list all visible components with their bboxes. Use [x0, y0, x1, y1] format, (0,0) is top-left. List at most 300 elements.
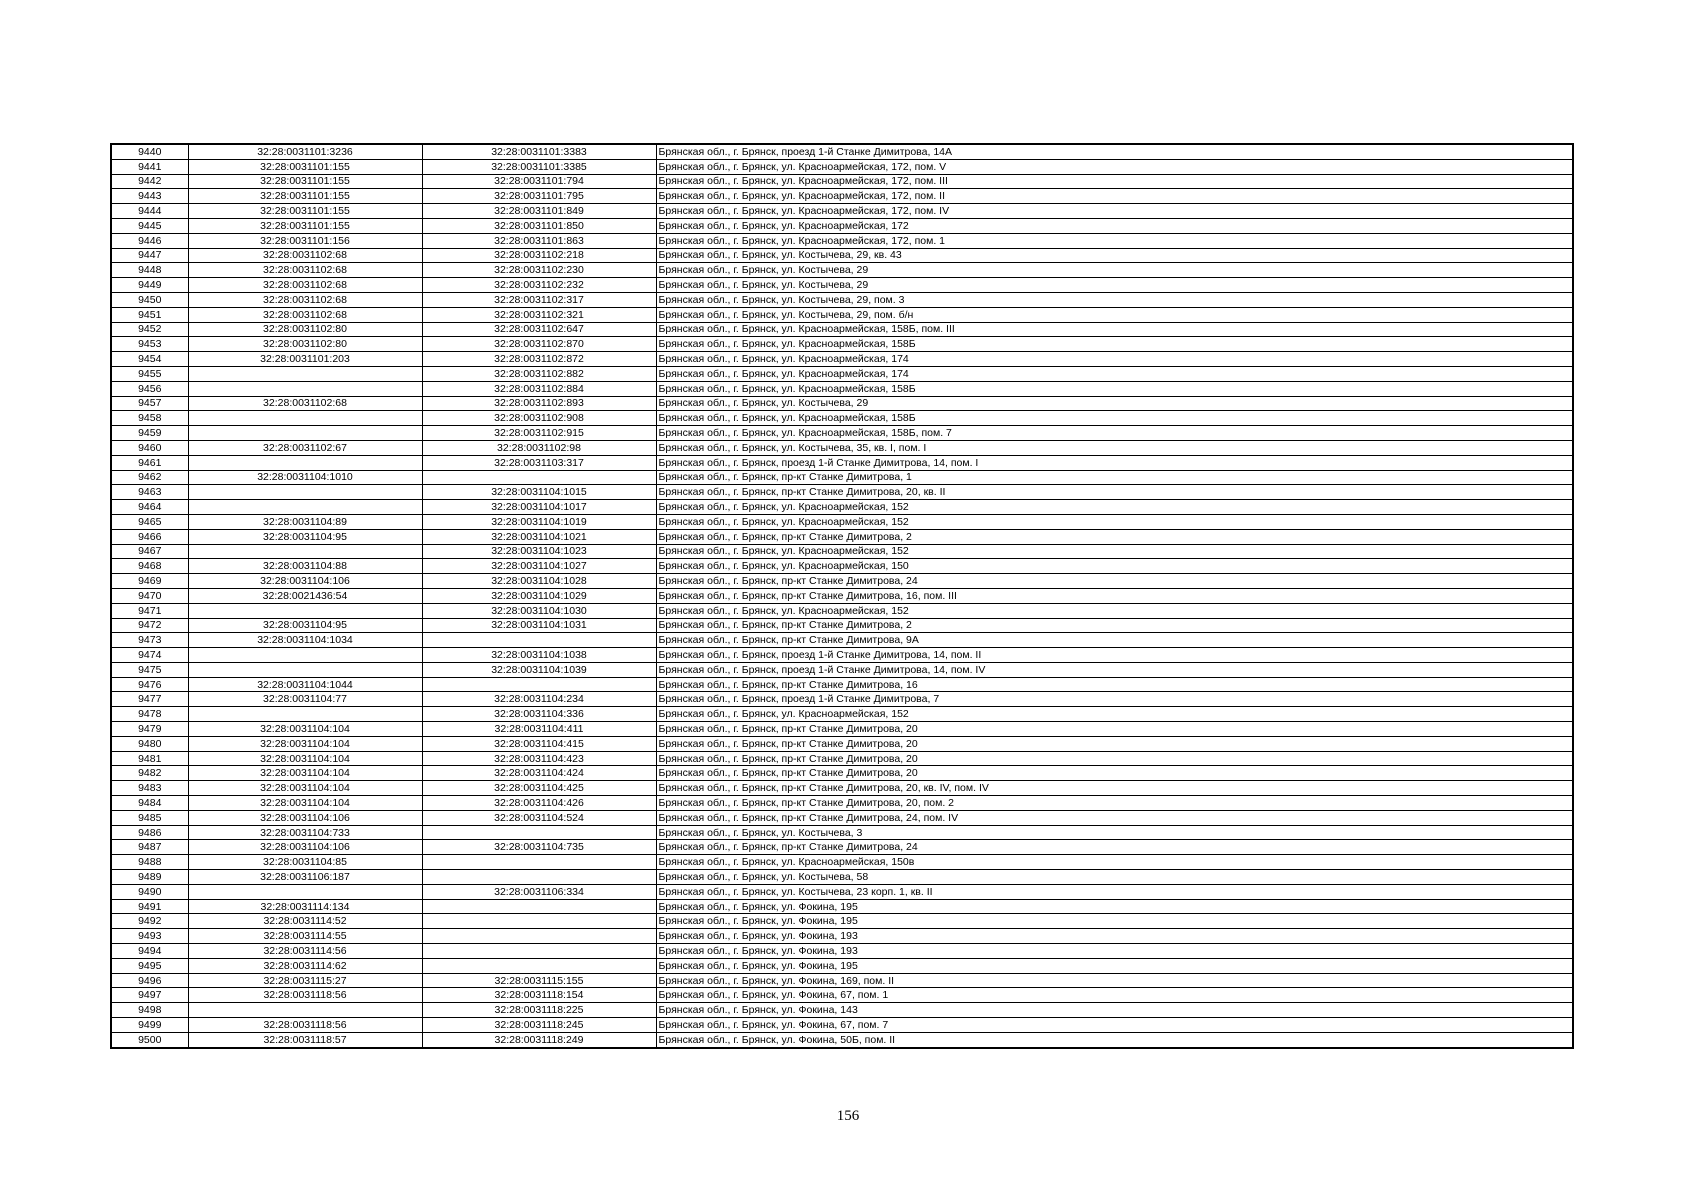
object-cadastral-number-cell: 32:28:0031102:870 [422, 337, 656, 352]
row-number-cell: 9442 [111, 174, 188, 189]
parent-cadastral-number-cell: 32:28:0031104:104 [188, 722, 422, 737]
parent-cadastral-number-cell: 32:28:0031102:68 [188, 307, 422, 322]
row-number-cell: 9468 [111, 559, 188, 574]
address-cell: Брянская обл., г. Брянск, ул. Красноармейская, 172 [656, 218, 1573, 233]
parent-cadastral-number-cell: 32:28:0031102:68 [188, 396, 422, 411]
row-number-cell: 9470 [111, 588, 188, 603]
table-row [111, 958, 1573, 973]
address-cell: Брянская обл., г. Брянск, ул. Красноармейская, 172, пом. IV [656, 204, 1573, 219]
row-number-cell: 9495 [111, 958, 188, 973]
address-cell: Брянская обл., г. Брянск, пр-кт Станке Димитрова, 20 [656, 751, 1573, 766]
object-cadastral-number-cell: 32:28:0031104:1029 [422, 588, 656, 603]
table-body [111, 144, 1573, 1048]
object-cadastral-number-cell: 32:28:0031104:1027 [422, 559, 656, 574]
table-row [111, 426, 1573, 441]
parent-cadastral-number-cell: 32:28:0031104:1044 [188, 677, 422, 692]
row-number-cell: 9453 [111, 337, 188, 352]
table-row [111, 692, 1573, 707]
row-number-cell: 9451 [111, 307, 188, 322]
address-cell: Брянская обл., г. Брянск, ул. Красноармейская, 172, пом. 1 [656, 233, 1573, 248]
table-row [111, 218, 1573, 233]
row-number-cell: 9466 [111, 529, 188, 544]
parent-cadastral-number-cell: 32:28:0031118:56 [188, 988, 422, 1003]
parent-cadastral-number-cell: 32:28:0031102:68 [188, 278, 422, 293]
row-number-cell: 9497 [111, 988, 188, 1003]
parent-cadastral-number-cell [188, 426, 422, 441]
address-cell: Брянская обл., г. Брянск, ул. Фокина, 50Б, пом. II [656, 1032, 1573, 1047]
table-row [111, 204, 1573, 219]
table-row [111, 1032, 1573, 1047]
table-row [111, 248, 1573, 263]
parent-cadastral-number-cell: 32:28:0031102:68 [188, 263, 422, 278]
address-cell: Брянская обл., г. Брянск, ул. Красноармейская, 158Б, пом. III [656, 322, 1573, 337]
address-cell: Брянская обл., г. Брянск, ул. Фокина, 143 [656, 1003, 1573, 1018]
table-row [111, 736, 1573, 751]
table-row [111, 914, 1573, 929]
address-cell: Брянская обл., г. Брянск, ул. Красноармейская, 172, пом. III [656, 174, 1573, 189]
table-row [111, 189, 1573, 204]
address-cell: Брянская обл., г. Брянск, ул. Красноармейская, 150в [656, 855, 1573, 870]
table-row [111, 159, 1573, 174]
row-number-cell: 9500 [111, 1032, 188, 1047]
object-cadastral-number-cell: 32:28:0031101:3385 [422, 159, 656, 174]
row-number-cell: 9482 [111, 766, 188, 781]
row-number-cell: 9486 [111, 825, 188, 840]
row-number-cell: 9472 [111, 618, 188, 633]
parent-cadastral-number-cell: 32:28:0031104:85 [188, 855, 422, 870]
parent-cadastral-number-cell: 32:28:0031118:57 [188, 1032, 422, 1047]
row-number-cell: 9496 [111, 973, 188, 988]
parent-cadastral-number-cell [188, 1003, 422, 1018]
address-cell: Брянская обл., г. Брянск, пр-кт Станке Димитрова, 1 [656, 470, 1573, 485]
parent-cadastral-number-cell: 32:28:0031114:52 [188, 914, 422, 929]
row-number-cell: 9452 [111, 322, 188, 337]
parent-cadastral-number-cell: 32:28:0031114:62 [188, 958, 422, 973]
table-row [111, 292, 1573, 307]
address-cell: Брянская обл., г. Брянск, ул. Фокина, 195 [656, 914, 1573, 929]
address-cell: Брянская обл., г. Брянск, ул. Красноармейская, 152 [656, 707, 1573, 722]
object-cadastral-number-cell: 32:28:0031102:908 [422, 411, 656, 426]
table-row [111, 677, 1573, 692]
address-cell: Брянская обл., г. Брянск, пр-кт Станке Димитрова, 20 [656, 722, 1573, 737]
table-row [111, 825, 1573, 840]
object-cadastral-number-cell [422, 633, 656, 648]
parent-cadastral-number-cell [188, 485, 422, 500]
object-cadastral-number-cell: 32:28:0031103:317 [422, 455, 656, 470]
object-cadastral-number-cell: 32:28:0031104:1031 [422, 618, 656, 633]
parent-cadastral-number-cell [188, 455, 422, 470]
address-cell: Брянская обл., г. Брянск, ул. Красноармейская, 172, пом. II [656, 189, 1573, 204]
object-cadastral-number-cell: 32:28:0031101:849 [422, 204, 656, 219]
object-cadastral-number-cell: 32:28:0031102:230 [422, 263, 656, 278]
object-cadastral-number-cell: 32:28:0031104:234 [422, 692, 656, 707]
object-cadastral-number-cell: 32:28:0031118:225 [422, 1003, 656, 1018]
parent-cadastral-number-cell [188, 603, 422, 618]
parent-cadastral-number-cell: 32:28:0031104:104 [188, 766, 422, 781]
parent-cadastral-number-cell: 32:28:0031104:1010 [188, 470, 422, 485]
object-cadastral-number-cell: 32:28:0031118:245 [422, 1018, 656, 1033]
parent-cadastral-number-cell: 32:28:0031102:80 [188, 337, 422, 352]
row-number-cell: 9456 [111, 381, 188, 396]
table-row [111, 544, 1573, 559]
object-cadastral-number-cell: 32:28:0031102:321 [422, 307, 656, 322]
object-cadastral-number-cell: 32:28:0031101:794 [422, 174, 656, 189]
object-cadastral-number-cell: 32:28:0031104:1017 [422, 500, 656, 515]
table-row [111, 352, 1573, 367]
object-cadastral-number-cell: 32:28:0031104:1038 [422, 648, 656, 663]
address-cell: Брянская обл., г. Брянск, пр-кт Станке Димитрова, 20, пом. 2 [656, 796, 1573, 811]
table-row [111, 781, 1573, 796]
row-number-cell: 9467 [111, 544, 188, 559]
row-number-cell: 9484 [111, 796, 188, 811]
object-cadastral-number-cell: 32:28:0031104:1028 [422, 574, 656, 589]
object-cadastral-number-cell [422, 470, 656, 485]
table-row [111, 144, 1573, 159]
object-cadastral-number-cell: 32:28:0031104:423 [422, 751, 656, 766]
table-row [111, 366, 1573, 381]
object-cadastral-number-cell: 32:28:0031104:524 [422, 810, 656, 825]
object-cadastral-number-cell: 32:28:0031101:863 [422, 233, 656, 248]
row-number-cell: 9474 [111, 648, 188, 663]
cadastral-table [110, 143, 1574, 1049]
table-row [111, 810, 1573, 825]
table-row [111, 233, 1573, 248]
parent-cadastral-number-cell [188, 381, 422, 396]
address-cell: Брянская обл., г. Брянск, ул. Фокина, 195 [656, 899, 1573, 914]
object-cadastral-number-cell: 32:28:0031104:411 [422, 722, 656, 737]
row-number-cell: 9480 [111, 736, 188, 751]
address-cell: Брянская обл., г. Брянск, пр-кт Станке Димитрова, 20 [656, 766, 1573, 781]
table-row [111, 322, 1573, 337]
object-cadastral-number-cell: 32:28:0031104:1030 [422, 603, 656, 618]
parent-cadastral-number-cell: 32:28:0031104:95 [188, 618, 422, 633]
object-cadastral-number-cell [422, 677, 656, 692]
parent-cadastral-number-cell: 32:28:0031104:106 [188, 810, 422, 825]
row-number-cell: 9493 [111, 929, 188, 944]
row-number-cell: 9445 [111, 218, 188, 233]
table-row [111, 840, 1573, 855]
address-cell: Брянская обл., г. Брянск, ул. Красноармейская, 172, пом. V [656, 159, 1573, 174]
address-cell: Брянская обл., г. Брянск, пр-кт Станке Димитрова, 20, кв. IV, пом. IV [656, 781, 1573, 796]
parent-cadastral-number-cell: 32:28:0031104:88 [188, 559, 422, 574]
parent-cadastral-number-cell: 32:28:0031104:89 [188, 514, 422, 529]
row-number-cell: 9491 [111, 899, 188, 914]
table-row [111, 766, 1573, 781]
row-number-cell: 9464 [111, 500, 188, 515]
parent-cadastral-number-cell: 32:28:0031101:155 [188, 159, 422, 174]
parent-cadastral-number-cell: 32:28:0031102:68 [188, 292, 422, 307]
parent-cadastral-number-cell [188, 500, 422, 515]
address-cell: Брянская обл., г. Брянск, ул. Красноармейская, 158Б [656, 411, 1573, 426]
table-row [111, 500, 1573, 515]
object-cadastral-number-cell: 32:28:0031104:1021 [422, 529, 656, 544]
address-cell: Брянская обл., г. Брянск, ул. Костычева, 3 [656, 825, 1573, 840]
address-cell: Брянская обл., г. Брянск, ул. Костычева, 35, кв. I, пом. I [656, 440, 1573, 455]
address-cell: Брянская обл., г. Брянск, пр-кт Станке Димитрова, 16, пом. III [656, 588, 1573, 603]
object-cadastral-number-cell: 32:28:0031102:232 [422, 278, 656, 293]
row-number-cell: 9471 [111, 603, 188, 618]
parent-cadastral-number-cell: 32:28:0031104:104 [188, 781, 422, 796]
object-cadastral-number-cell: 32:28:0031104:415 [422, 736, 656, 751]
table-row [111, 929, 1573, 944]
parent-cadastral-number-cell: 32:28:0031101:155 [188, 189, 422, 204]
object-cadastral-number-cell: 32:28:0031102:218 [422, 248, 656, 263]
page-number: 156 [836, 1108, 860, 1124]
address-cell: Брянская обл., г. Брянск, пр-кт Станке Димитрова, 20 [656, 736, 1573, 751]
object-cadastral-number-cell: 32:28:0031102:893 [422, 396, 656, 411]
address-cell: Брянская обл., г. Брянск, пр-кт Станке Димитрова, 2 [656, 529, 1573, 544]
parent-cadastral-number-cell: 32:28:0031106:187 [188, 870, 422, 885]
parent-cadastral-number-cell [188, 411, 422, 426]
object-cadastral-number-cell: 32:28:0031104:1039 [422, 662, 656, 677]
object-cadastral-number-cell: 32:28:0031102:882 [422, 366, 656, 381]
table-row [111, 381, 1573, 396]
table-row [111, 1003, 1573, 1018]
row-number-cell: 9441 [111, 159, 188, 174]
row-number-cell: 9475 [111, 662, 188, 677]
address-cell: Брянская обл., г. Брянск, ул. Фокина, 67, пом. 1 [656, 988, 1573, 1003]
row-number-cell: 9481 [111, 751, 188, 766]
parent-cadastral-number-cell: 32:28:0031104:1034 [188, 633, 422, 648]
parent-cadastral-number-cell: 32:28:0031101:3236 [188, 144, 422, 159]
row-number-cell: 9469 [111, 574, 188, 589]
row-number-cell: 9494 [111, 944, 188, 959]
address-cell: Брянская обл., г. Брянск, ул. Фокина, 169, пом. II [656, 973, 1573, 988]
address-cell: Брянская обл., г. Брянск, ул. Костычева, 29, пом. 3 [656, 292, 1573, 307]
object-cadastral-number-cell: 32:28:0031102:884 [422, 381, 656, 396]
row-number-cell: 9458 [111, 411, 188, 426]
object-cadastral-number-cell: 32:28:0031118:249 [422, 1032, 656, 1047]
parent-cadastral-number-cell [188, 884, 422, 899]
address-cell: Брянская обл., г. Брянск, ул. Костычева, 29 [656, 278, 1573, 293]
object-cadastral-number-cell: 32:28:0031102:872 [422, 352, 656, 367]
table-row [111, 722, 1573, 737]
parent-cadastral-number-cell: 32:28:0031104:733 [188, 825, 422, 840]
table-row [111, 174, 1573, 189]
object-cadastral-number-cell: 32:28:0031102:647 [422, 322, 656, 337]
address-cell: Брянская обл., г. Брянск, ул. Красноармейская, 152 [656, 603, 1573, 618]
parent-cadastral-number-cell: 32:28:0031104:104 [188, 796, 422, 811]
row-number-cell: 9443 [111, 189, 188, 204]
table-row [111, 278, 1573, 293]
parent-cadastral-number-cell: 32:28:0031114:134 [188, 899, 422, 914]
row-number-cell: 9488 [111, 855, 188, 870]
table-row [111, 899, 1573, 914]
table-row [111, 337, 1573, 352]
table-row [111, 1018, 1573, 1033]
parent-cadastral-number-cell [188, 648, 422, 663]
address-cell: Брянская обл., г. Брянск, пр-кт Станке Димитрова, 24, пом. IV [656, 810, 1573, 825]
object-cadastral-number-cell [422, 929, 656, 944]
table-row [111, 455, 1573, 470]
parent-cadastral-number-cell [188, 544, 422, 559]
row-number-cell: 9462 [111, 470, 188, 485]
row-number-cell: 9444 [111, 204, 188, 219]
parent-cadastral-number-cell [188, 366, 422, 381]
row-number-cell: 9463 [111, 485, 188, 500]
row-number-cell: 9459 [111, 426, 188, 441]
address-cell: Брянская обл., г. Брянск, ул. Красноармейская, 158Б [656, 337, 1573, 352]
row-number-cell: 9465 [111, 514, 188, 529]
table-row [111, 470, 1573, 485]
table-row [111, 648, 1573, 663]
parent-cadastral-number-cell: 32:28:0031101:155 [188, 174, 422, 189]
address-cell: Брянская обл., г. Брянск, пр-кт Станке Димитрова, 2 [656, 618, 1573, 633]
row-number-cell: 9489 [111, 870, 188, 885]
table-row [111, 529, 1573, 544]
address-cell: Брянская обл., г. Брянск, ул. Красноармейская, 158Б [656, 381, 1573, 396]
row-number-cell: 9492 [111, 914, 188, 929]
row-number-cell: 9478 [111, 707, 188, 722]
address-cell: Брянская обл., г. Брянск, проезд 1-й Станке Димитрова, 14, пом. I [656, 455, 1573, 470]
address-cell: Брянская обл., г. Брянск, ул. Красноармейская, 152 [656, 544, 1573, 559]
address-cell: Брянская обл., г. Брянск, пр-кт Станке Димитрова, 20, кв. II [656, 485, 1573, 500]
object-cadastral-number-cell [422, 855, 656, 870]
address-cell: Брянская обл., г. Брянск, ул. Костычева, 29 [656, 263, 1573, 278]
address-cell: Брянская обл., г. Брянск, ул. Костычева, 58 [656, 870, 1573, 885]
row-number-cell: 9461 [111, 455, 188, 470]
row-number-cell: 9446 [111, 233, 188, 248]
address-cell: Брянская обл., г. Брянск, ул. Фокина, 67, пом. 7 [656, 1018, 1573, 1033]
object-cadastral-number-cell [422, 914, 656, 929]
parent-cadastral-number-cell: 32:28:0031101:203 [188, 352, 422, 367]
table-row [111, 514, 1573, 529]
parent-cadastral-number-cell: 32:28:0031101:155 [188, 204, 422, 219]
object-cadastral-number-cell: 32:28:0031101:795 [422, 189, 656, 204]
row-number-cell: 9448 [111, 263, 188, 278]
table-row [111, 440, 1573, 455]
table-row [111, 662, 1573, 677]
parent-cadastral-number-cell: 32:28:0021436:54 [188, 588, 422, 603]
row-number-cell: 9457 [111, 396, 188, 411]
address-cell: Брянская обл., г. Брянск, ул. Фокина, 193 [656, 929, 1573, 944]
table-row [111, 944, 1573, 959]
table-row [111, 307, 1573, 322]
address-cell: Брянская обл., г. Брянск, ул. Фокина, 195 [656, 958, 1573, 973]
table-row [111, 988, 1573, 1003]
object-cadastral-number-cell [422, 870, 656, 885]
address-cell: Брянская обл., г. Брянск, ул. Фокина, 193 [656, 944, 1573, 959]
parent-cadastral-number-cell: 32:28:0031101:155 [188, 218, 422, 233]
address-cell: Брянская обл., г. Брянск, ул. Красноармейская, 152 [656, 514, 1573, 529]
row-number-cell: 9455 [111, 366, 188, 381]
row-number-cell: 9479 [111, 722, 188, 737]
object-cadastral-number-cell: 32:28:0031102:98 [422, 440, 656, 455]
parent-cadastral-number-cell: 32:28:0031102:80 [188, 322, 422, 337]
row-number-cell: 9450 [111, 292, 188, 307]
row-number-cell: 9499 [111, 1018, 188, 1033]
parent-cadastral-number-cell: 32:28:0031104:106 [188, 840, 422, 855]
address-cell: Брянская обл., г. Брянск, ул. Костычева, 23 корп. 1, кв. II [656, 884, 1573, 899]
table-row [111, 618, 1573, 633]
object-cadastral-number-cell [422, 825, 656, 840]
table-row [111, 973, 1573, 988]
object-cadastral-number-cell: 32:28:0031102:915 [422, 426, 656, 441]
row-number-cell: 9477 [111, 692, 188, 707]
table-row [111, 588, 1573, 603]
object-cadastral-number-cell: 32:28:0031101:850 [422, 218, 656, 233]
address-cell: Брянская обл., г. Брянск, ул. Костычева, 29, кв. 43 [656, 248, 1573, 263]
object-cadastral-number-cell: 32:28:0031115:155 [422, 973, 656, 988]
table-row [111, 263, 1573, 278]
row-number-cell: 9449 [111, 278, 188, 293]
row-number-cell: 9476 [111, 677, 188, 692]
object-cadastral-number-cell: 32:28:0031104:735 [422, 840, 656, 855]
address-cell: Брянская обл., г. Брянск, ул. Красноармейская, 150 [656, 559, 1573, 574]
object-cadastral-number-cell [422, 958, 656, 973]
object-cadastral-number-cell [422, 944, 656, 959]
row-number-cell: 9490 [111, 884, 188, 899]
parent-cadastral-number-cell: 32:28:0031101:156 [188, 233, 422, 248]
address-cell: Брянская обл., г. Брянск, проезд 1-й Станке Димитрова, 7 [656, 692, 1573, 707]
address-cell: Брянская обл., г. Брянск, ул. Костычева, 29, пом. б/н [656, 307, 1573, 322]
address-cell: Брянская обл., г. Брянск, проезд 1-й Станке Димитрова, 14, пом. IV [656, 662, 1573, 677]
parent-cadastral-number-cell [188, 707, 422, 722]
table-row [111, 751, 1573, 766]
object-cadastral-number-cell: 32:28:0031104:1019 [422, 514, 656, 529]
parent-cadastral-number-cell: 32:28:0031118:56 [188, 1018, 422, 1033]
table-row [111, 485, 1573, 500]
parent-cadastral-number-cell: 32:28:0031104:95 [188, 529, 422, 544]
table-row [111, 411, 1573, 426]
parent-cadastral-number-cell: 32:28:0031114:55 [188, 929, 422, 944]
address-cell: Брянская обл., г. Брянск, ул. Красноармейская, 174 [656, 352, 1573, 367]
table-row [111, 870, 1573, 885]
row-number-cell: 9483 [111, 781, 188, 796]
object-cadastral-number-cell: 32:28:0031101:3383 [422, 144, 656, 159]
table-row [111, 855, 1573, 870]
row-number-cell: 9440 [111, 144, 188, 159]
parent-cadastral-number-cell [188, 662, 422, 677]
row-number-cell: 9447 [111, 248, 188, 263]
parent-cadastral-number-cell: 32:28:0031104:106 [188, 574, 422, 589]
object-cadastral-number-cell: 32:28:0031104:336 [422, 707, 656, 722]
parent-cadastral-number-cell: 32:28:0031104:77 [188, 692, 422, 707]
parent-cadastral-number-cell: 32:28:0031102:68 [188, 248, 422, 263]
row-number-cell: 9460 [111, 440, 188, 455]
address-cell: Брянская обл., г. Брянск, ул. Красноармейская, 174 [656, 366, 1573, 381]
address-cell: Брянская обл., г. Брянск, ул. Красноармейская, 152 [656, 500, 1573, 515]
table-row [111, 559, 1573, 574]
row-number-cell: 9454 [111, 352, 188, 367]
address-cell: Брянская обл., г. Брянск, ул. Красноармейская, 158Б, пом. 7 [656, 426, 1573, 441]
parent-cadastral-number-cell: 32:28:0031102:67 [188, 440, 422, 455]
object-cadastral-number-cell: 32:28:0031104:425 [422, 781, 656, 796]
parent-cadastral-number-cell: 32:28:0031104:104 [188, 736, 422, 751]
address-cell: Брянская обл., г. Брянск, ул. Костычева, 29 [656, 396, 1573, 411]
table-row [111, 707, 1573, 722]
table-row [111, 396, 1573, 411]
object-cadastral-number-cell: 32:28:0031106:334 [422, 884, 656, 899]
object-cadastral-number-cell: 32:28:0031104:1023 [422, 544, 656, 559]
object-cadastral-number-cell: 32:28:0031102:317 [422, 292, 656, 307]
address-cell: Брянская обл., г. Брянск, пр-кт Станке Димитрова, 9А [656, 633, 1573, 648]
object-cadastral-number-cell: 32:28:0031118:154 [422, 988, 656, 1003]
table-row [111, 884, 1573, 899]
table-row [111, 633, 1573, 648]
address-cell: Брянская обл., г. Брянск, пр-кт Станке Димитрова, 16 [656, 677, 1573, 692]
object-cadastral-number-cell: 32:28:0031104:424 [422, 766, 656, 781]
parent-cadastral-number-cell: 32:28:0031104:104 [188, 751, 422, 766]
parent-cadastral-number-cell: 32:28:0031114:56 [188, 944, 422, 959]
address-cell: Брянская обл., г. Брянск, пр-кт Станке Димитрова, 24 [656, 574, 1573, 589]
object-cadastral-number-cell: 32:28:0031104:426 [422, 796, 656, 811]
row-number-cell: 9485 [111, 810, 188, 825]
table-row [111, 574, 1573, 589]
parent-cadastral-number-cell: 32:28:0031115:27 [188, 973, 422, 988]
table-row [111, 796, 1573, 811]
object-cadastral-number-cell [422, 899, 656, 914]
